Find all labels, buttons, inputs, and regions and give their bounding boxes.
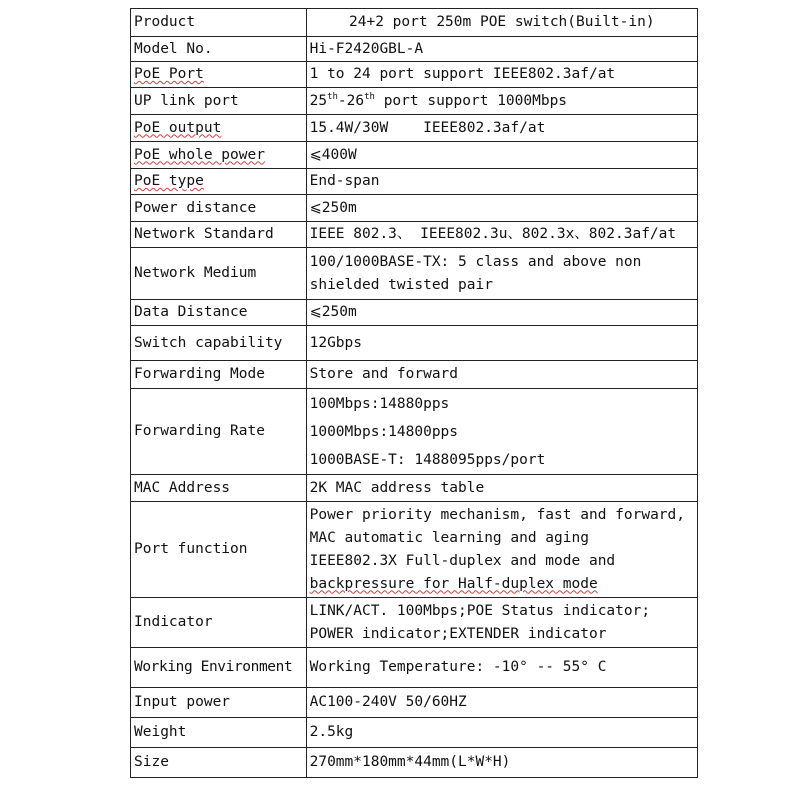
row-value-line: 100/1000BASE-TX: 5 class and above non [309, 253, 642, 270]
row-value-line: 24+2 port 250m POE switch(Built-in) [349, 14, 655, 30]
row-value-line: 15.4W/30W IEEE802.3af/at [309, 119, 546, 136]
row-value-line: LINK/ACT. 100Mbps;POE Status indicator; [309, 602, 651, 619]
row-label: Forwarding Rate [131, 389, 307, 475]
table-row-product [131, 9, 698, 37]
row-value [306, 62, 697, 88]
port-range-start: 25 [309, 92, 328, 109]
row-value [306, 748, 697, 778]
row-label: PoE Port [131, 62, 307, 88]
row-value [306, 718, 697, 748]
row-value [306, 142, 697, 169]
row-value [306, 326, 697, 361]
table-row-up-link-port [131, 88, 698, 115]
table-row-input-power [131, 688, 698, 718]
table-row-network-medium [131, 248, 698, 300]
row-label: Input power [131, 688, 307, 718]
row-label: PoE output [131, 115, 307, 142]
row-value [306, 248, 697, 300]
row-label: Weight [131, 718, 307, 748]
port-range-end: 26 [346, 92, 365, 109]
specification-table [130, 8, 698, 778]
row-value-line: End-span [309, 173, 380, 189]
row-label: UP link port [131, 88, 307, 115]
row-value-line: 1000Mbps:14800pps [309, 423, 459, 440]
row-value-line: POWER indicator;EXTENDER indicator [309, 625, 607, 642]
row-label: Forwarding Mode [131, 361, 307, 389]
row-label: Port function [131, 502, 307, 598]
table-row-model-no [131, 37, 698, 62]
table-row-poe-type [131, 169, 698, 195]
row-label: MAC Address [131, 475, 307, 502]
row-label: Size [131, 748, 307, 778]
row-value-line: Store and forward [309, 366, 459, 382]
row-value-line: 2K MAC address table [309, 479, 485, 496]
row-value [306, 169, 697, 195]
row-value-line: 1000BASE-T: 1488095pps/port [309, 451, 546, 468]
table-row-weight [131, 718, 698, 748]
row-label: Data Distance [131, 300, 307, 326]
table-row-switch-capability [131, 326, 698, 361]
table-row-size [131, 748, 698, 778]
table-row-poe-output [131, 115, 698, 142]
row-value-line: backpressure for Half-duplex mode [309, 575, 598, 592]
row-value-line: 2.5kg [309, 724, 354, 740]
row-value-line: 270mm*180mm*44mm(L*W*H) [309, 754, 511, 770]
row-value [306, 300, 697, 326]
table-row-indicator [131, 598, 698, 648]
table-row-poe-port [131, 62, 698, 88]
row-value-line: ⩽400W [309, 146, 357, 163]
row-value-line: MAC automatic learning and aging [309, 529, 589, 546]
row-label: Power distance [131, 195, 307, 222]
row-label: Product [131, 9, 307, 37]
row-value-line: 100Mbps:14880pps [309, 395, 450, 412]
row-label: Model No. [131, 37, 307, 62]
row-label: Switch capability [131, 326, 307, 361]
row-value-line: shielded twisted pair [309, 276, 493, 293]
row-value-line: ⩽250m [309, 304, 357, 320]
row-value [306, 222, 697, 248]
ordinal-suffix: th [327, 91, 338, 102]
row-value [306, 361, 697, 389]
table-row-poe-whole-power [131, 142, 698, 169]
table-row-power-distance [131, 195, 698, 222]
row-value [306, 688, 697, 718]
row-label: Network Medium [131, 248, 307, 300]
row-value-line: 12Gbps [309, 334, 362, 351]
row-value [306, 475, 697, 502]
table-row-mac-address [131, 475, 698, 502]
row-value-line: Working Temperature: -10° -- 55° C [309, 659, 607, 675]
table-row-forwarding-rate [131, 389, 698, 475]
row-label: Indicator [131, 598, 307, 648]
row-value [306, 648, 697, 688]
row-value [306, 88, 697, 115]
specification-table-body [131, 9, 698, 778]
row-value-line: Power priority mechanism, fast and forward, [309, 506, 685, 523]
table-row-data-distance [131, 300, 698, 326]
table-row-working-environment [131, 648, 698, 688]
row-value-line: 1 to 24 port support IEEE802.3af/at [309, 66, 616, 82]
row-label: Working Environment [131, 648, 307, 688]
row-value [306, 9, 697, 37]
table-row-network-standard [131, 222, 698, 248]
uplink-description: port support 1000Mbps [383, 92, 568, 109]
ordinal-suffix: th [364, 91, 375, 102]
row-value-line: 25th-26th port support 1000Mbps [309, 91, 568, 109]
row-value [306, 195, 697, 222]
row-label: PoE type [131, 169, 307, 195]
row-label: PoE whole power [131, 142, 307, 169]
row-label: Network Standard [131, 222, 307, 248]
table-row-port-function [131, 502, 698, 598]
row-value [306, 37, 697, 62]
row-value-line: IEEE 802.3、 IEEE802.3u、802.3x、802.3af/at [309, 226, 677, 242]
row-value [306, 115, 697, 142]
row-value [306, 389, 697, 475]
row-value-line: IEEE802.3X Full-duplex and mode and [309, 552, 616, 569]
row-value [306, 502, 697, 598]
row-value-line: ⩽250m [309, 199, 357, 216]
row-value-line: AC100-240V 50/60HZ [309, 694, 467, 710]
row-value-line: Hi-F2420GBL-A [309, 40, 424, 57]
table-row-forwarding-mode [131, 361, 698, 389]
row-value [306, 598, 697, 648]
